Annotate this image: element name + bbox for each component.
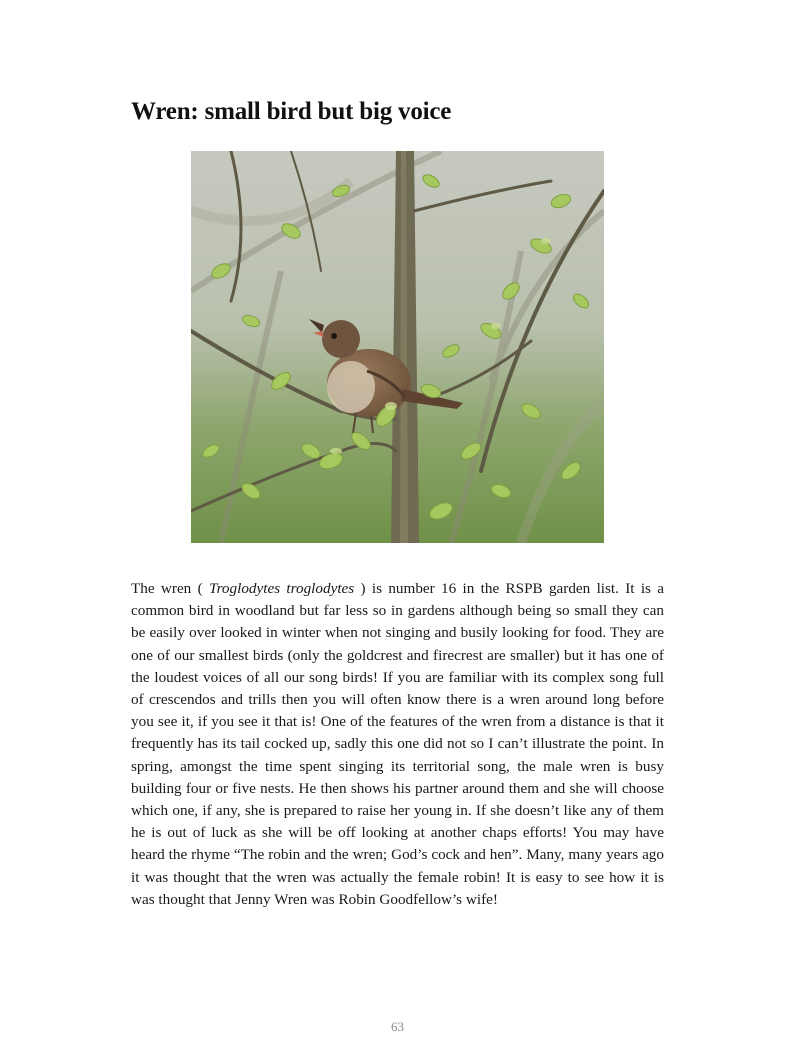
page-number: 63 <box>391 1019 404 1034</box>
species-name: Troglodytes troglodytes <box>202 580 361 597</box>
body-paragraph <box>131 578 664 911</box>
intro-text: The wren ( <box>131 580 203 597</box>
body-text: ) is number 16 in the RSPB garden list. It is a common bird in woodland but far less so in gardens although being so small they can be easily over looked in winter when not singing and busily looking for food. They are one of our smallest birds (only the goldcrest and firecrest are smaller) but it has one of the loudest voices of all our song birds! If you are familiar with its complex song full of crescendos and trills then you will often know there is a wren around long before you see it, if you see it that is! One of the features of the wren from a distance is that it frequently has its tail cocked up, sadly this one did not so I can’t illustrate the point. In spring, amongst the time spent singing its territorial song, the male wren is busy building four or five nests. He then shows his partner around them and she will choose which one, if any, she is prepared to raise her young in. If she doesn’t like any of them he is out of luck as she will be off looking at another chaps efforts! You may have heard the rhyme “The robin and the wren; God’s cock and hen”. Many, many years ago it was thought that the wren was actually the female robin! It is easy to see how it is was thought that Jenny Wren was Robin Goodfellow’s wife! <box>131 580 665 908</box>
wren-photo <box>191 151 604 543</box>
page-title: Wren: small bird but big voice <box>131 98 452 125</box>
